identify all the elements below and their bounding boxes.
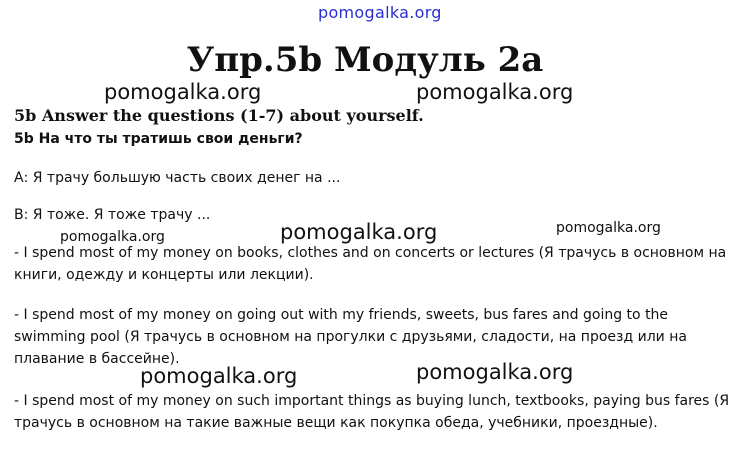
- page-title: Упр.5b Модуль 2a: [186, 40, 544, 80]
- dialog-line-a: А: Я трачу большую часть своих денег на ...: [14, 170, 341, 186]
- watermark: pomogalka.org: [556, 220, 661, 236]
- watermark: pomogalka.org: [416, 80, 574, 104]
- watermark: pomogalka.org: [416, 360, 574, 384]
- watermark: pomogalka.org: [104, 80, 262, 104]
- answer-paragraph-2: - I spend most of my money on going out with my friends, sweets, bus fares and going to the swimming pool (Я трачусь в основном на прогулки с друзьями, сладости, на проезд или на плавание в бассейне).: [14, 307, 687, 367]
- watermark: pomogalka.org: [140, 364, 298, 388]
- task-heading-ru: 5b На что ты тратишь свои деньги?: [14, 131, 303, 147]
- task-heading-en: 5b Answer the questions (1-7) about yourself.: [14, 106, 424, 125]
- dialog-line-b: В: Я тоже. Я тоже трачу ...: [14, 207, 211, 223]
- answer-paragraph-1: - I spend most of my money on books, clothes and on concerts or lectures (Я трачусь в основном на книги, одежду и концерты или лекции).: [14, 245, 727, 283]
- top-watermark: pomogalka.org: [318, 3, 442, 22]
- watermark: pomogalka.org: [280, 220, 438, 244]
- answer-paragraph-3: - I spend most of my money on such important things as buying lunch, textbooks, paying bus fares (Я трачусь в основном на такие важные вещи как покупка обеда, учебники, проездные).: [14, 393, 730, 431]
- watermark: pomogalka.org: [60, 229, 165, 245]
